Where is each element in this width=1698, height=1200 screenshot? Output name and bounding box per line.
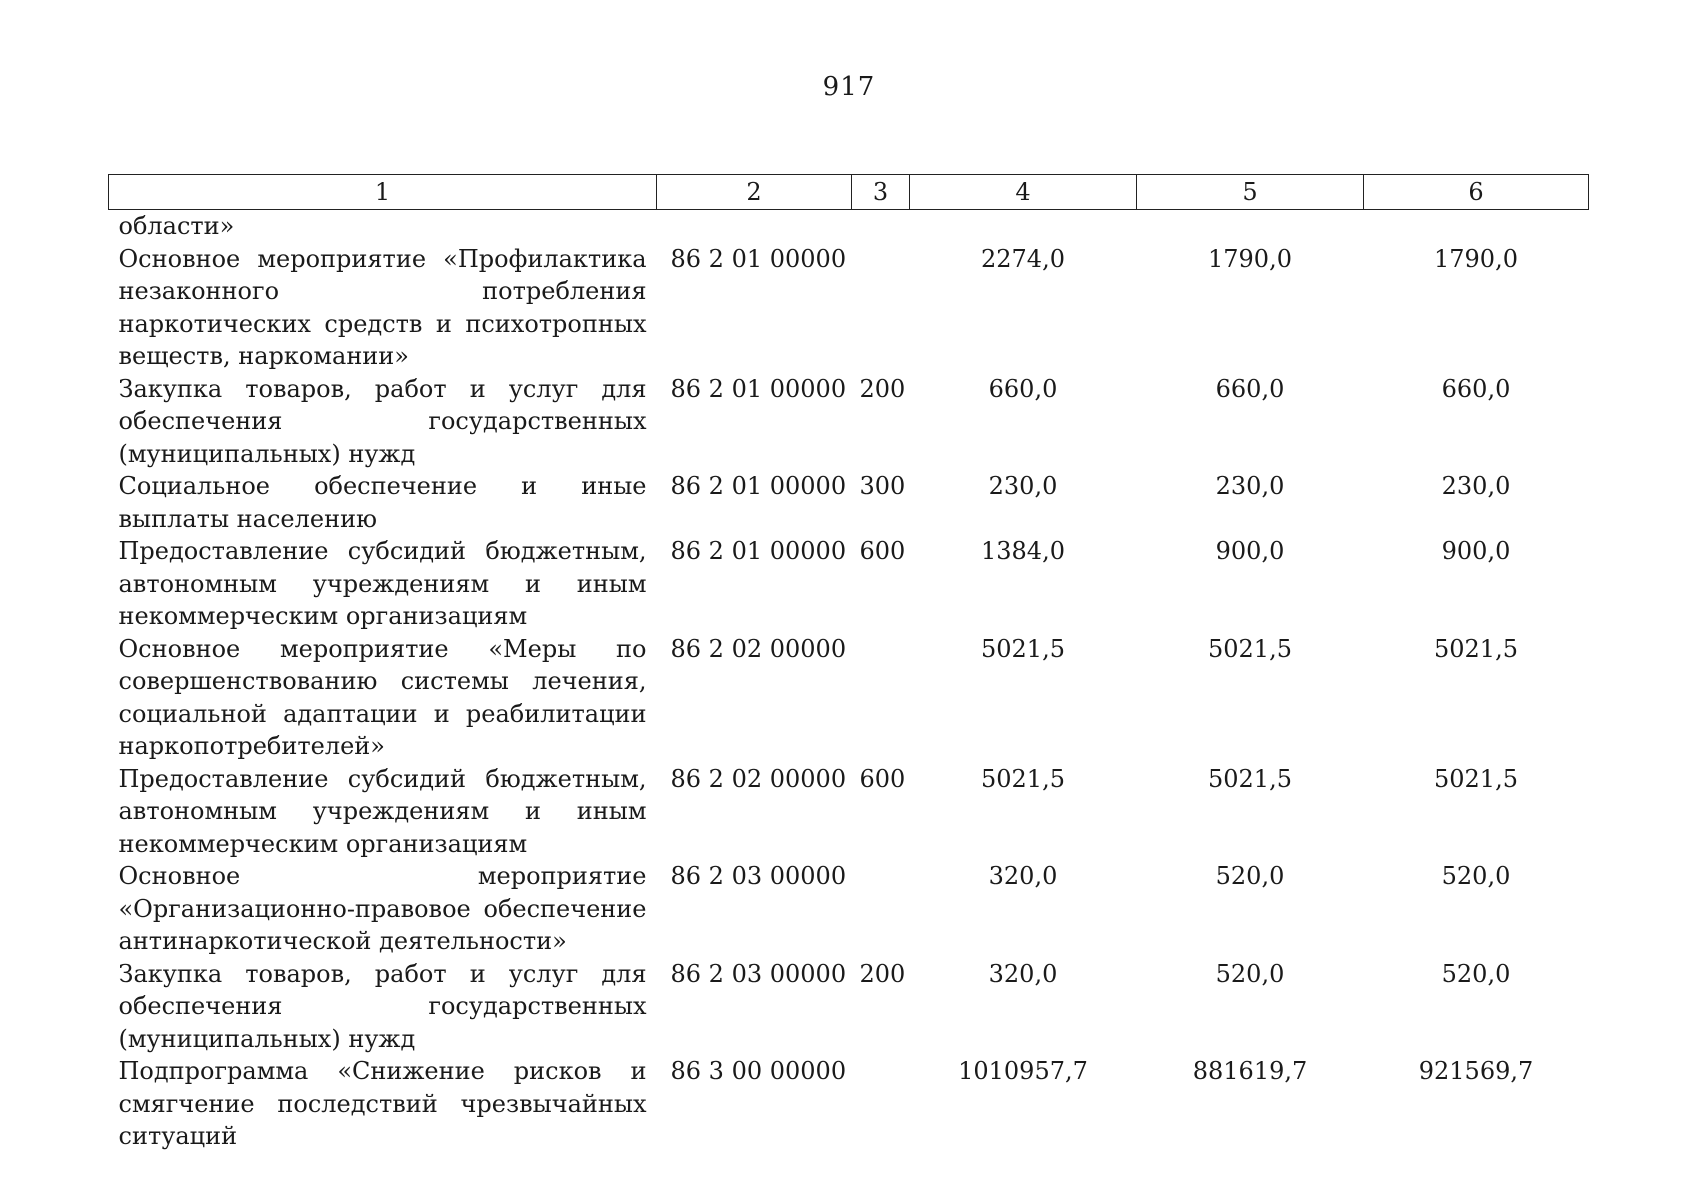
row-value-6: 1790,0 — [1434, 244, 1518, 273]
table-row — [109, 535, 1589, 633]
row-value-5 — [1137, 210, 1364, 243]
row-expense-type: 200 — [859, 374, 906, 403]
row-value-5: 660,0 — [1215, 374, 1285, 403]
row-code: 86 3 00 00000 — [670, 1057, 847, 1085]
row-expense-type — [852, 1055, 910, 1153]
row-expense-type: 300 — [859, 472, 906, 500]
row-expense-type — [852, 860, 910, 958]
row-name: Основное мероприятие «Профилактика незаконного потребления наркотических средств и психотропных веществ, наркомании» — [118, 244, 647, 370]
table-row — [109, 210, 1589, 243]
table-row — [109, 1055, 1589, 1153]
row-value-4: 1384,0 — [981, 537, 1065, 565]
row-value-6: 5021,5 — [1434, 634, 1518, 663]
table-row — [109, 763, 1589, 861]
row-code: 86 2 01 00000 — [670, 537, 847, 565]
row-value-5: 881619,7 — [1192, 1057, 1308, 1085]
row-code: 86 2 01 00000 — [670, 244, 847, 273]
row-expense-type — [852, 243, 910, 373]
row-value-6: 900,0 — [1441, 537, 1511, 565]
row-name: Социальное обеспечение и иные выплаты населению — [118, 472, 647, 533]
row-code: 86 2 02 00000 — [670, 634, 847, 663]
table-row — [109, 860, 1589, 958]
header-col-2: 2 — [657, 175, 852, 210]
row-value-6 — [1364, 210, 1589, 243]
row-name: области» — [118, 212, 235, 240]
row-value-4: 1010957,7 — [958, 1057, 1088, 1085]
row-expense-type: 200 — [859, 959, 906, 988]
row-name: Предоставление субсидий бюджетным, автономным учреждениям и иным некоммерческим организациям — [118, 537, 647, 630]
row-value-4: 2274,0 — [981, 244, 1065, 273]
row-value-4: 660,0 — [988, 374, 1058, 403]
row-value-5: 520,0 — [1215, 959, 1285, 988]
row-value-4: 230,0 — [988, 472, 1058, 500]
row-code: 86 2 03 00000 — [670, 862, 847, 890]
row-value-6: 660,0 — [1441, 374, 1511, 403]
row-expense-type — [852, 633, 910, 763]
row-expense-type: 600 — [859, 764, 906, 793]
row-name: Основное мероприятие «Организационно-правовое обеспечение антинаркотической деятельности» — [118, 862, 647, 955]
header-col-6: 6 — [1364, 175, 1589, 210]
row-value-4: 5021,5 — [981, 634, 1065, 663]
row-code: 86 2 01 00000 — [670, 472, 847, 500]
row-value-5: 230,0 — [1215, 472, 1285, 500]
row-value-6: 230,0 — [1441, 472, 1511, 500]
row-code: 86 2 01 00000 — [670, 374, 847, 403]
row-name: Предоставление субсидий бюджетным, автономным учреждениям и иным некоммерческим организациям — [118, 764, 647, 858]
table-row — [109, 373, 1589, 471]
row-name: Основное мероприятие «Меры по совершенствованию системы лечения, социальной адаптации и реабилитации наркопотребителей» — [118, 634, 647, 760]
table-row — [109, 243, 1589, 373]
row-expense-type — [852, 210, 910, 243]
header-col-5: 5 — [1137, 175, 1364, 210]
row-expense-type: 600 — [859, 537, 906, 565]
row-value-5: 5021,5 — [1208, 634, 1292, 663]
row-code: 86 2 03 00000 — [670, 959, 847, 988]
row-value-5: 900,0 — [1215, 537, 1285, 565]
row-name: Закупка товаров, работ и услуг для обеспечения государственных (муниципальных) нужд — [118, 374, 647, 468]
row-value-6: 921569,7 — [1418, 1057, 1534, 1085]
row-value-6: 5021,5 — [1434, 764, 1518, 793]
table-row — [109, 958, 1589, 1056]
table-row — [109, 470, 1589, 535]
header-col-4: 4 — [910, 175, 1137, 210]
row-name: Подпрограмма «Снижение рисков и смягчение последствий чрезвычайных ситуаций — [118, 1057, 647, 1150]
table-body — [109, 210, 1589, 1153]
row-value-4: 320,0 — [988, 862, 1058, 890]
table-header — [109, 175, 1589, 210]
row-code: 86 2 02 00000 — [670, 764, 847, 793]
page-number: 917 — [822, 72, 876, 102]
row-code — [657, 210, 852, 243]
budget-table — [108, 174, 1589, 1153]
row-value-5: 520,0 — [1215, 862, 1285, 890]
row-value-5: 1790,0 — [1208, 244, 1292, 273]
header-col-3: 3 — [852, 175, 910, 210]
row-value-4: 5021,5 — [981, 764, 1065, 793]
row-value-4: 320,0 — [988, 959, 1058, 988]
row-value-5: 5021,5 — [1208, 764, 1292, 793]
header-col-1: 1 — [109, 175, 657, 210]
table-row — [109, 633, 1589, 763]
header-row — [109, 175, 1589, 210]
row-value-6: 520,0 — [1441, 959, 1511, 988]
row-value-6: 520,0 — [1441, 862, 1511, 890]
row-name: Закупка товаров, работ и услуг для обеспечения государственных (муниципальных) нужд — [118, 959, 647, 1053]
row-value-4 — [910, 210, 1137, 243]
